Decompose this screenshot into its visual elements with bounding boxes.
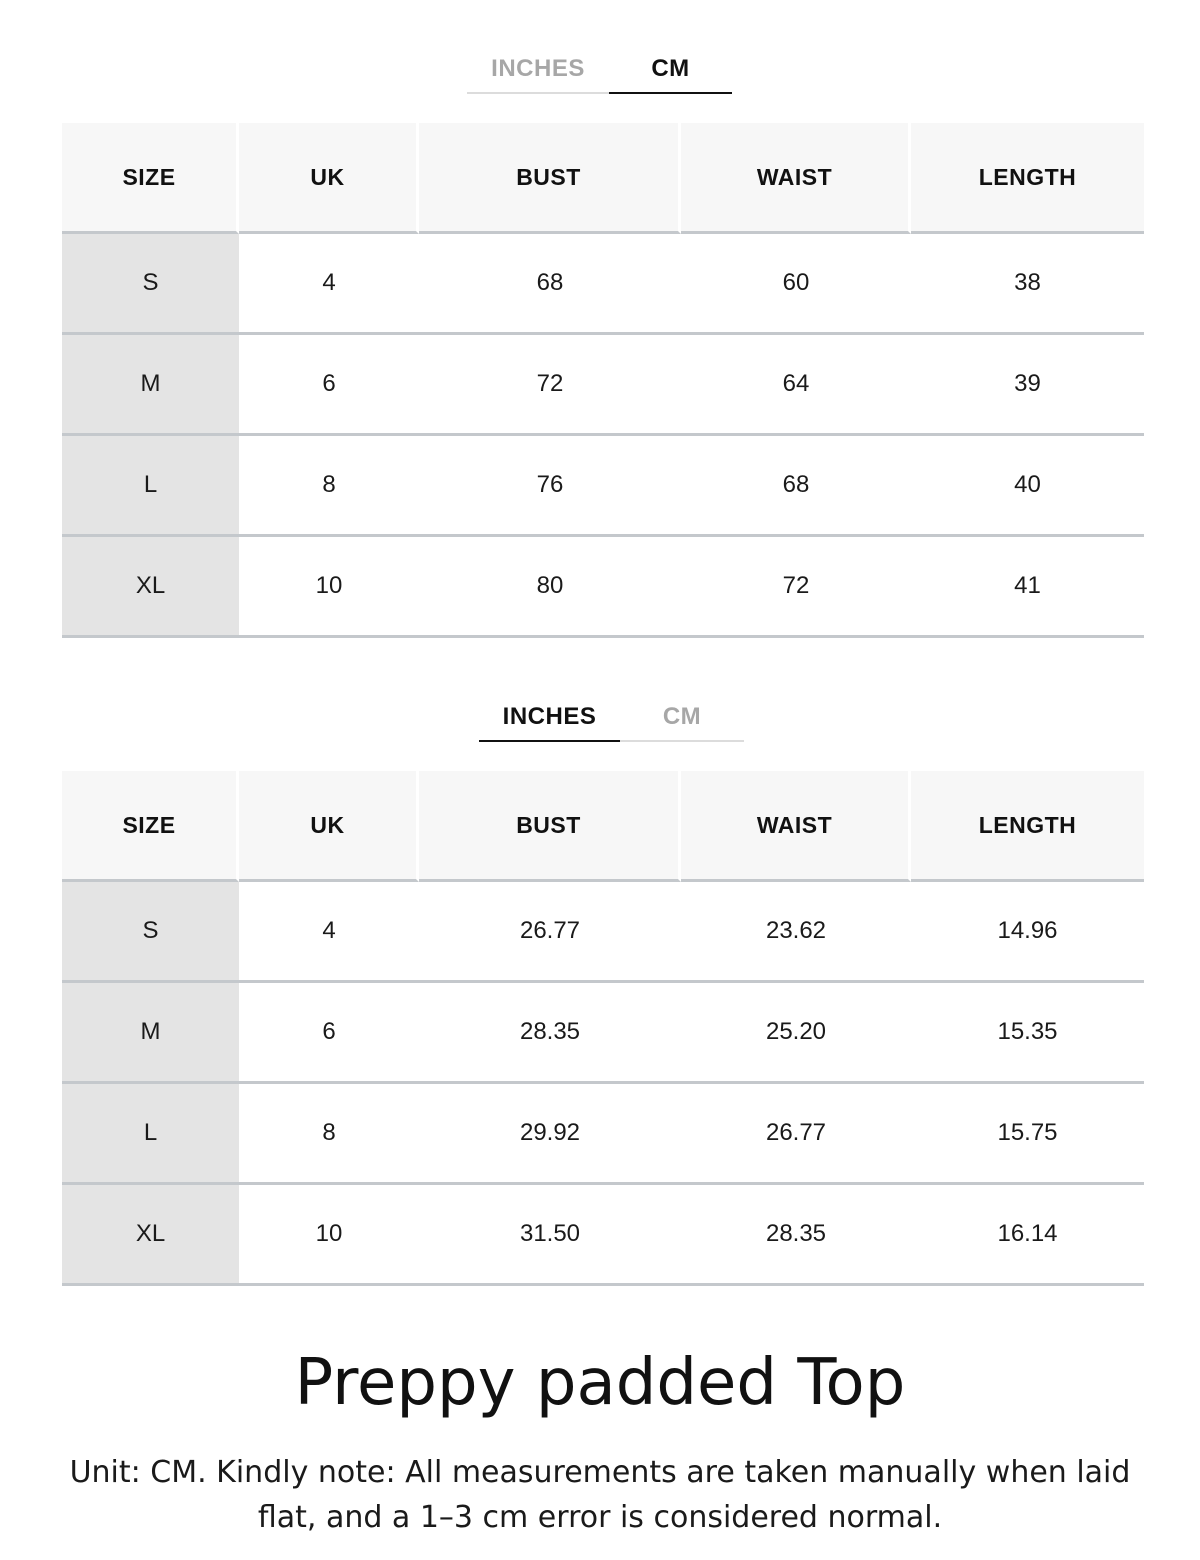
- tab-cm[interactable]: CM: [620, 694, 744, 742]
- column-header-size: SIZE: [62, 123, 239, 234]
- table-row: [62, 436, 1144, 537]
- length-cell: 16.14: [911, 1185, 1144, 1286]
- uk-cell: 4: [239, 234, 419, 335]
- tab-inches[interactable]: INCHES: [479, 694, 620, 742]
- waist-cell: 23.62: [681, 882, 911, 983]
- waist-cell: 26.77: [681, 1084, 911, 1185]
- length-cell: 41: [911, 537, 1144, 638]
- waist-cell: 64: [681, 335, 911, 436]
- size-cell: M: [62, 335, 239, 436]
- column-header-size: SIZE: [62, 771, 239, 882]
- uk-cell: 6: [239, 335, 419, 436]
- product-title: Preppy padded Top: [294, 1346, 906, 1420]
- size-chart-table-inches: [62, 771, 1144, 1286]
- bust-cell: 31.50: [419, 1185, 681, 1286]
- table-row: [62, 1084, 1144, 1185]
- column-header-length: LENGTH: [911, 123, 1144, 234]
- waist-cell: 28.35: [681, 1185, 911, 1286]
- size-cell: XL: [62, 537, 239, 638]
- bust-cell: 76: [419, 436, 681, 537]
- column-header-uk: UK: [239, 771, 419, 882]
- length-cell: 40: [911, 436, 1144, 537]
- bust-cell: 80: [419, 537, 681, 638]
- table-header-row: [62, 771, 1144, 882]
- size-cell: XL: [62, 1185, 239, 1286]
- table-row: [62, 234, 1144, 335]
- uk-cell: 10: [239, 537, 419, 638]
- size-cell: L: [62, 436, 239, 537]
- waist-cell: 25.20: [681, 983, 911, 1084]
- table-row: [62, 983, 1144, 1084]
- bust-cell: 72: [419, 335, 681, 436]
- length-cell: 39: [911, 335, 1144, 436]
- waist-cell: 68: [681, 436, 911, 537]
- bust-cell: 26.77: [419, 882, 681, 983]
- uk-cell: 8: [239, 436, 419, 537]
- table-row: [62, 882, 1144, 983]
- length-cell: 38: [911, 234, 1144, 335]
- length-cell: 15.35: [911, 983, 1144, 1084]
- column-header-bust: BUST: [419, 771, 681, 882]
- size-cell: S: [62, 882, 239, 983]
- table-row: [62, 335, 1144, 436]
- waist-cell: 60: [681, 234, 911, 335]
- table-header-row: [62, 123, 1144, 234]
- column-header-uk: UK: [239, 123, 419, 234]
- uk-cell: 10: [239, 1185, 419, 1286]
- bust-cell: 29.92: [419, 1084, 681, 1185]
- tab-cm[interactable]: CM: [609, 46, 732, 94]
- uk-cell: 4: [239, 882, 419, 983]
- tab-inches[interactable]: INCHES: [467, 46, 609, 94]
- measurement-note: Unit: CM. Kindly note: All measurements are taken manually when laid flat, and a 1–3 cm error is considered normal.: [69, 1455, 1131, 1535]
- size-cell: M: [62, 983, 239, 1084]
- size-cell: L: [62, 1084, 239, 1185]
- column-header-bust: BUST: [419, 123, 681, 234]
- unit-tabs-bottom: [479, 694, 744, 742]
- column-header-length: LENGTH: [911, 771, 1144, 882]
- uk-cell: 6: [239, 983, 419, 1084]
- uk-cell: 8: [239, 1084, 419, 1185]
- length-cell: 14.96: [911, 882, 1144, 983]
- size-chart-table-cm: [62, 123, 1144, 638]
- table-row: [62, 537, 1144, 638]
- column-header-waist: WAIST: [681, 123, 911, 234]
- unit-tabs-top: [467, 46, 732, 94]
- bust-cell: 28.35: [419, 983, 681, 1084]
- waist-cell: 72: [681, 537, 911, 638]
- length-cell: 15.75: [911, 1084, 1144, 1185]
- size-cell: S: [62, 234, 239, 335]
- bust-cell: 68: [419, 234, 681, 335]
- column-header-waist: WAIST: [681, 771, 911, 882]
- table-row: [62, 1185, 1144, 1286]
